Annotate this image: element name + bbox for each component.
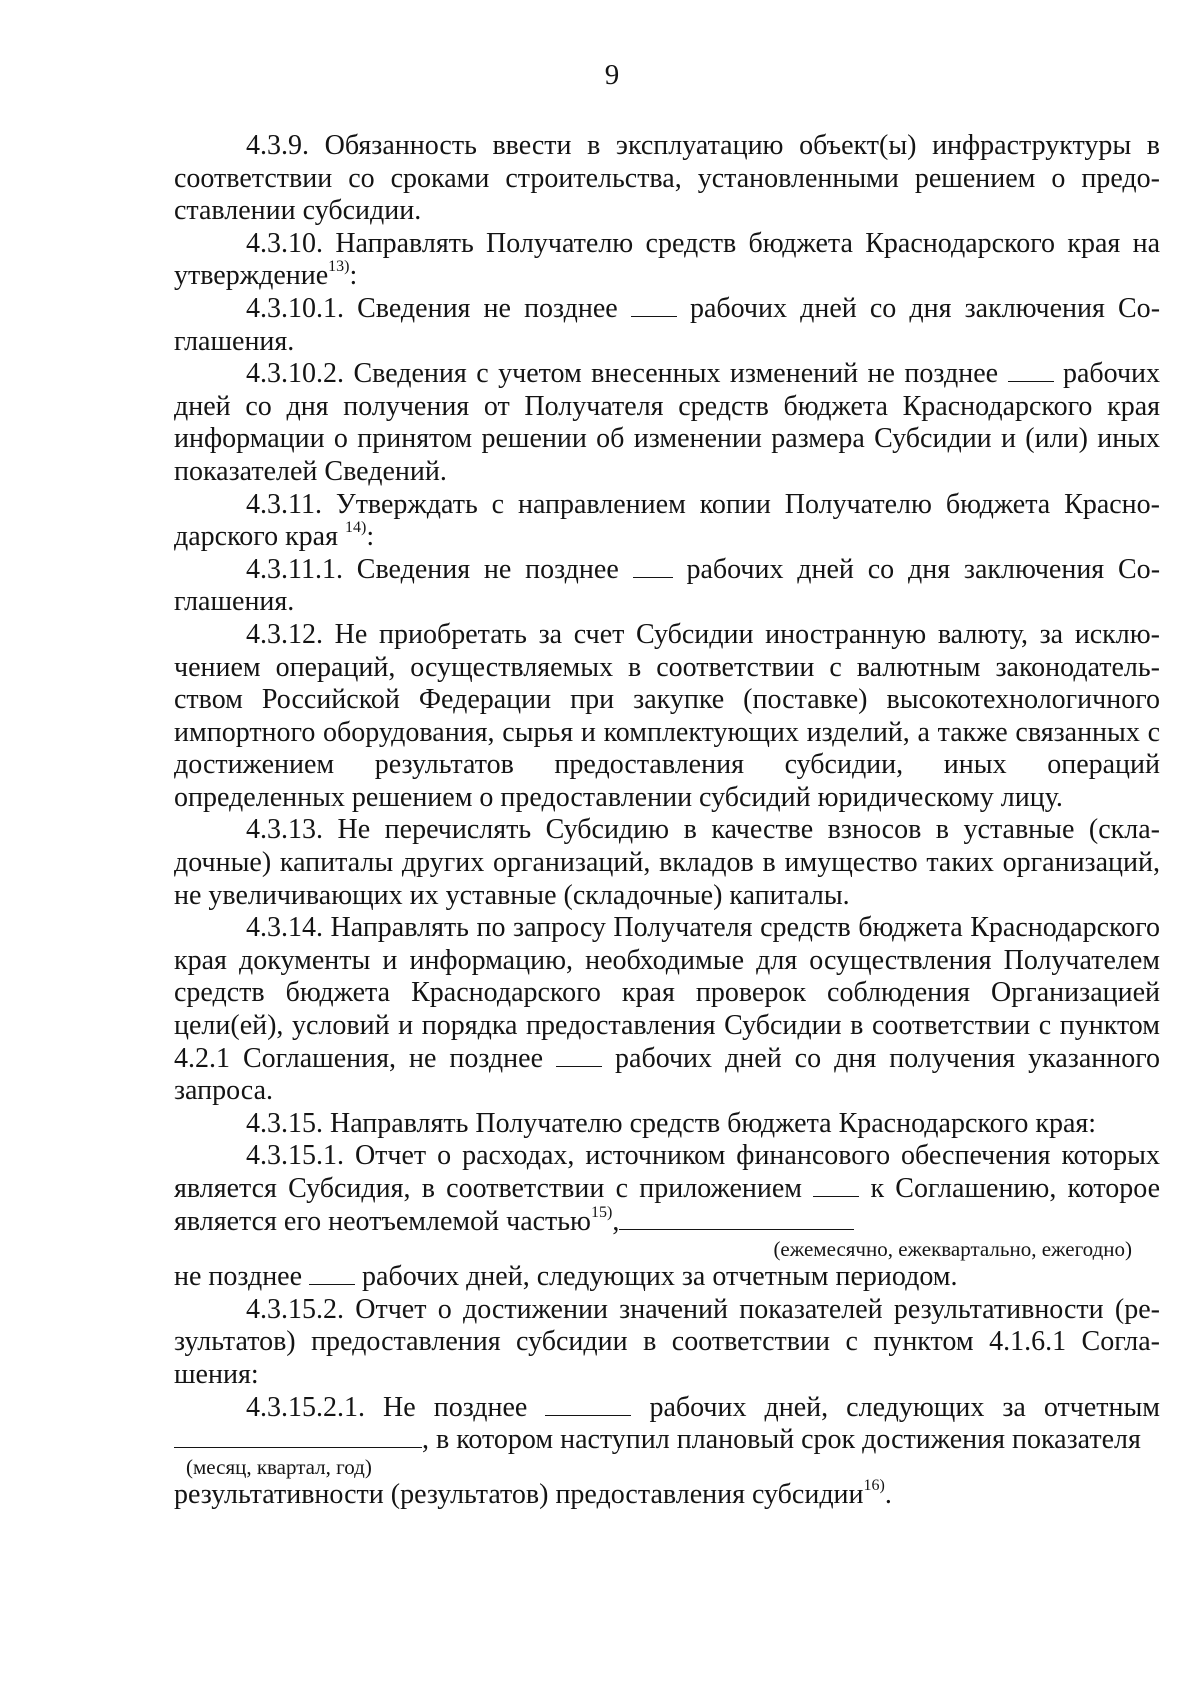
clause-4-3-13 [174,814,1160,912]
clause-text: 4.3.10. Направлять Получателю средств бюджета Краснодарского края на утверждение [174,227,1160,292]
blank-hint: (ежемесячно, ежеквартально, ежегодно) [773,1237,1132,1262]
clause-text: рабочих дней, следующих за отчетным [649,1391,1161,1423]
clause-text: 4.3.13. Не перечислять Субсидию в качестве взносов в уставные (складочные) капиталы других организаций, вкладов в имущество таких организаций, не увеличивающих их уставные (складочные) капиталы. [174,814,1160,911]
clause-text: результативности (результатов) предоставления субсидии [174,1478,864,1510]
page-number: 9 [604,59,620,91]
fill-in-blank-period [174,1425,422,1448]
clause-4-3-14 [174,912,1160,1108]
clause-text: 4.3.10.2. Сведения с учетом внесенных изменений не позднее [246,358,999,390]
footnote-ref: 16) [863,1476,885,1494]
clause-4-3-9 [174,130,1160,228]
clause-4-3-15 [174,1108,1160,1141]
clause-punct: : [349,260,358,292]
clause-text: , в котором наступил плановый срок достижения показателя [422,1424,1141,1456]
fill-in-blank-period [619,1207,854,1230]
clause-text: рабочих дней со дня заключения Соглашения. [174,553,1161,618]
footnote-ref: 15) [590,1203,613,1221]
fill-in-blank [545,1393,631,1416]
clause-text: 4.3.12. Не приобретать за счет Субсидии иностранную валюту, за исключением операций, осуществляемых в соответствии с валютным законодательством Российской Федерации при закупке (поставке) высокотехнологичного импортного оборудования, сырья и комплектующих изделий, а также связанных с достижением результатов предоставления субсидии, иных операций определенных решением о предоставлении субсидий юридическому лицу. [174,618,1160,813]
clause-text: к Соглашению, которое является его неотъемлемой частью [174,1173,1160,1237]
clause-4-3-10-2 [174,358,1160,488]
clause-text: рабочих дней со дня получения от Получателя средств бюджета Краснодарского края информации о принятом решении об изменении размера Субсидии и (или) иных показателей Сведений. [174,358,1161,487]
clause-text: 4.3.11. Утверждать с направлением копии Получателю бюджета Краснодарского края [174,488,1160,553]
fill-in-blank [813,1174,859,1197]
clause-text: 4.3.15. Направлять Получателю средств бюджета Краснодарского края: [246,1107,1097,1139]
fill-in-blank [1008,359,1054,382]
clause-text: рабочих дней со дня получения указанного запроса. [174,1042,1161,1107]
clause-4-3-15-2 [174,1294,1160,1392]
fill-in-blank [633,555,673,578]
clause-4-3-15-1 [174,1140,1160,1293]
clause-text: 4.3.11.1. Сведения не позднее [246,553,619,585]
blank-hint: (месяц, квартал, год) [186,1454,372,1479]
clause-text: рабочих дней, следующих за отчетным периодом. [362,1261,958,1293]
clause-punct: : [366,521,375,553]
clause-text: не позднее [174,1261,303,1293]
fill-in-blank [309,1262,355,1285]
clause-text: 4.3.15.1. Отчет о расходах, источником финансового обеспечения которых является Субсидия, в соответствии с приложением [174,1140,1160,1204]
fill-in-blank [631,294,677,317]
clause-text: 4.3.15.2. Отчет о достижении значений показателей результативности (результатов) предоставления субсидии в соответствии с пунктом 4.1.6.1 Соглашения: [174,1293,1160,1390]
clause-text: 4.3.10.1. Сведения не позднее [246,292,618,324]
clause-text: 4.3.14. Направлять по запросу Получателя средств бюджета Краснодарского края документы и информацию, необходимые для осуществления Получателем средств бюджета Краснодарского края проверок соблюдения Организацией цели(ей), условий и порядка предоставления Субсидии в соответствии с пунктом 4.2.1 Соглашения, не позднее [174,912,1160,1074]
clause-4-3-12 [174,619,1160,815]
document-body [174,130,1160,1511]
footnote-ref: 13) [328,258,350,276]
footnote-ref: 14) [344,519,367,537]
clause-text: 4.3.15.2.1. Не позднее [246,1391,528,1423]
clause-punct: , [612,1205,620,1237]
clause-text: рабочих дней со дня заключения Соглашения. [174,292,1161,357]
clause-punct: . [884,1478,892,1510]
clause-4-3-10 [174,228,1160,293]
clause-text: 4.3.9. Обязанность ввести в эксплуатацию объект(ы) инфраструктуры в соответствии со сроками строительства, установленными решением о предоставлении субсидии. [174,130,1160,227]
clause-4-3-11-1 [174,554,1160,619]
clause-4-3-11 [174,489,1160,554]
clause-4-3-10-1 [174,293,1160,358]
fill-in-blank [556,1044,602,1067]
clause-4-3-15-2-1 [174,1392,1160,1512]
